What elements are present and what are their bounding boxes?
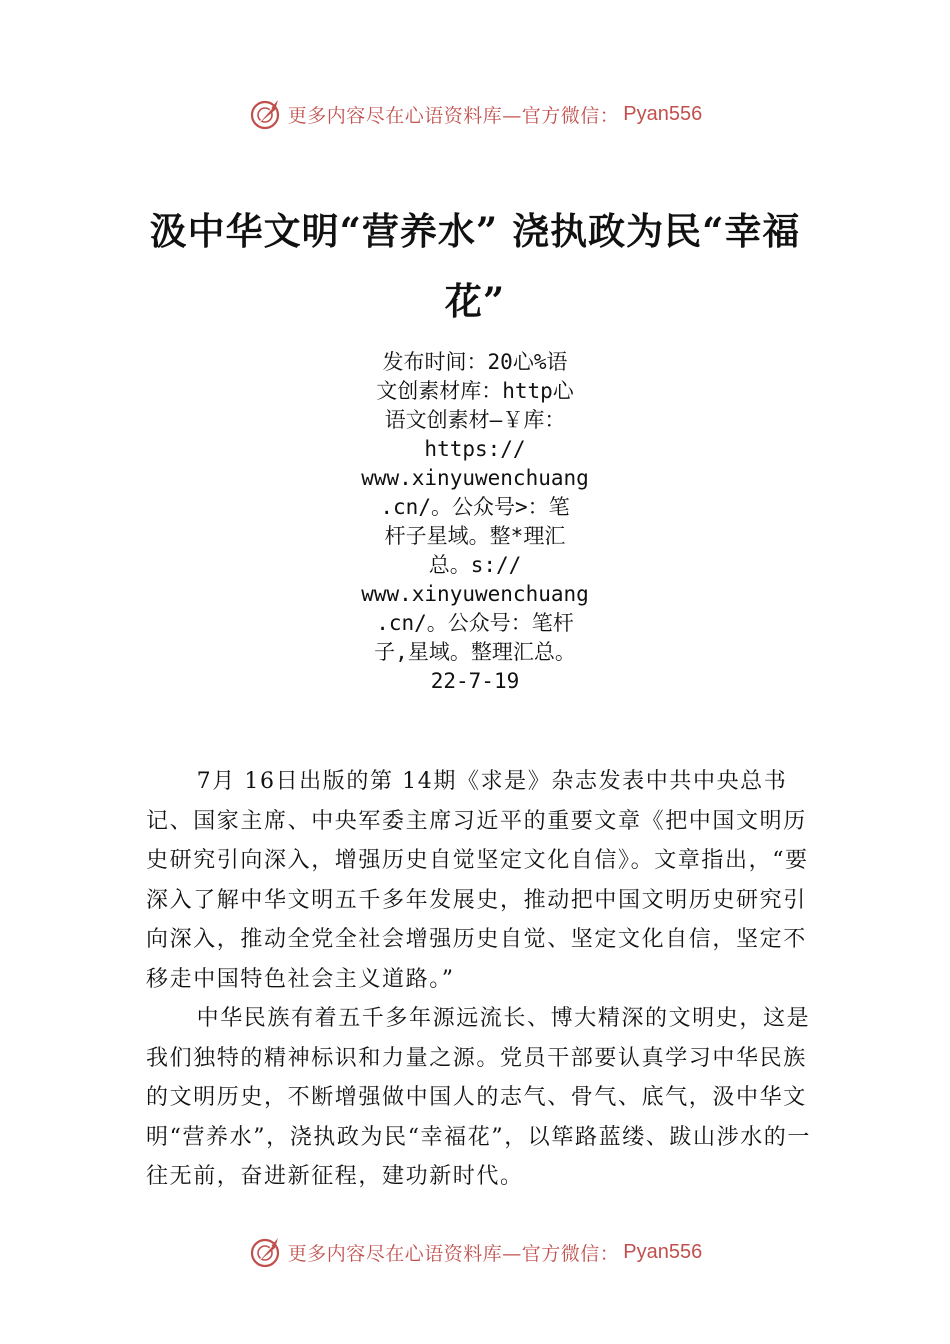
- meta-line: .cn/。公众号：笔杆: [376, 611, 574, 635]
- banner-text: 更多内容尽在心语资料库—官方微信：: [287, 1242, 620, 1265]
- article-title: [130, 196, 820, 336]
- meta-line: www.xinyuwenchuang: [361, 466, 589, 490]
- quill-logo-icon: [248, 1234, 284, 1270]
- banner-text: 更多内容尽在心语资料库—官方微信：: [287, 104, 620, 127]
- publish-meta: [355, 348, 595, 696]
- meta-line: .cn/。公众号>：笔: [380, 495, 570, 519]
- quill-logo-icon: [248, 96, 284, 132]
- meta-line: 22-7-19: [430, 669, 520, 693]
- header-banner: [0, 94, 950, 134]
- meta-line: 发布时间：20心%语: [382, 350, 568, 374]
- meta-line: 语文创素材—￥库：: [384, 408, 566, 432]
- body-paragraph: 7月 16日出版的第 14期《求是》杂志发表中共中央总书记、国家主席、中央军委主席习近平的重要文章《把中国文明历史研究引向深入，增强历史自觉坚定文化自信》。文章指出，“要深入了解中华文明五千多年发展史，推动把中国文明历史研究引向深入，推动全党全社会增强历史自觉、坚定文化自信，坚定不移走中国特色社会主义道路。”: [146, 769, 809, 992]
- meta-line: 子,星域。整理汇总。: [374, 640, 576, 664]
- title-line-1: 汲中华文明“营养水” 浇执政为民“幸福: [149, 209, 801, 253]
- banner-wechat-id: Pyan556: [623, 102, 703, 125]
- article-body: [146, 762, 814, 1197]
- title-line-2: 花”: [444, 279, 506, 323]
- meta-line: www.xinyuwenchuang: [361, 582, 589, 606]
- footer-banner: [0, 1232, 950, 1272]
- meta-line: https://: [424, 437, 526, 461]
- meta-line: 杆子星域。整*理汇: [384, 524, 566, 548]
- body-paragraph: 中华民族有着五千多年源远流长、博大精深的文明史，这是我们独特的精神标识和力量之源。党员干部要认真学习中华民族的文明历史，不断增强做中国人的志气、骨气、底气，汲中华文明“营养水”，浇执政为民“幸福花”，以筚路蓝缕、跋山涉水的一往无前，奋进新征程，建功新时代。: [146, 1006, 811, 1189]
- meta-line: 文创素材库：http心: [376, 379, 574, 403]
- meta-line: 总。s://: [428, 553, 522, 577]
- banner-wechat-id: Pyan556: [623, 1240, 703, 1263]
